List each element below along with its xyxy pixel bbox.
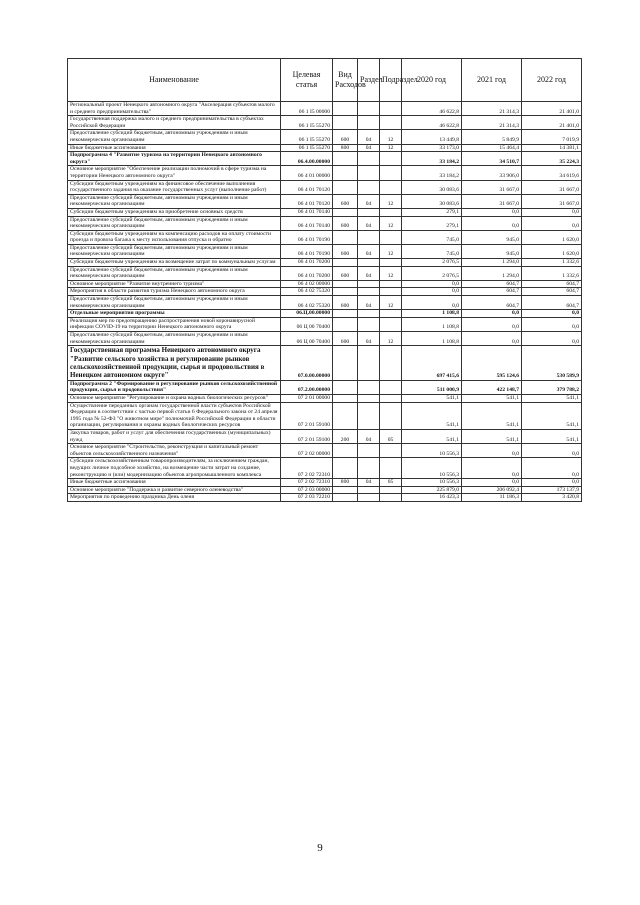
row-expense-type [333, 310, 358, 318]
row-subsection [380, 317, 402, 331]
row-subsection [380, 259, 402, 267]
row-subsection: 12 [380, 244, 402, 258]
row-subsection [380, 208, 402, 216]
row-section: 04 [358, 130, 380, 144]
table-row [68, 180, 582, 194]
table-body [68, 102, 582, 502]
row-target-code: 06 4 01 70140 [281, 208, 333, 216]
table-row [68, 230, 582, 244]
row-name: Предоставление субсидий бюджетным, автономным учреждениям и иным некоммерческим организациям [68, 332, 281, 346]
table-row [68, 152, 582, 166]
row-subsection: 12 [380, 216, 402, 230]
row-amount-2020: 13 449,8 [402, 130, 462, 144]
row-target-code: 07 2 01 59100 [281, 402, 333, 429]
row-section [358, 402, 380, 429]
row-name: Субсидии бюджетным учреждениям на возмещение затрат по коммунальным услугам [68, 259, 281, 267]
table-row [68, 494, 582, 502]
table-row [68, 402, 582, 429]
row-amount-2022: 0,0 [522, 479, 582, 487]
row-amount-2022: 21 401,0 [522, 116, 582, 130]
row-amount-2022: 3 420,8 [522, 494, 582, 502]
row-amount-2020: 1 108,8 [402, 317, 462, 331]
row-section [358, 116, 380, 130]
row-amount-2022: 1 332,6 [522, 259, 582, 267]
row-expense-type [333, 346, 358, 381]
row-amount-2021: 21 314,3 [462, 102, 522, 116]
row-amount-2020: 2 076,5 [402, 266, 462, 280]
row-subsection [380, 180, 402, 194]
table-header-row [68, 59, 582, 102]
row-name: Основное мероприятие "Поддержка и развитие северного оленеводства" [68, 486, 281, 494]
table-row [68, 332, 582, 346]
row-section [358, 180, 380, 194]
row-subsection [380, 458, 402, 479]
table-row [68, 280, 582, 288]
row-name: Предоставление субсидий бюджетным, автономным учреждениям и иным некоммерческим организациям [68, 266, 281, 280]
row-expense-type: 600 [333, 296, 358, 310]
row-subsection [380, 102, 402, 116]
row-amount-2020: 745,0 [402, 230, 462, 244]
row-amount-2022: 35 224,3 [522, 152, 582, 166]
row-subsection [380, 402, 402, 429]
row-target-code: 06.4.00.00000 [281, 152, 333, 166]
row-amount-2022: 34 619,6 [522, 166, 582, 180]
row-amount-2020: 0,0 [402, 280, 462, 288]
row-amount-2020: 30 083,6 [402, 180, 462, 194]
table-row [68, 259, 582, 267]
row-amount-2022: 0,0 [522, 458, 582, 479]
table-row [68, 116, 582, 130]
row-amount-2021: 541,1 [462, 395, 522, 403]
table-row [68, 444, 582, 458]
row-target-code: 07 2 02 00000 [281, 444, 333, 458]
row-section: 04 [358, 244, 380, 258]
row-subsection: 12 [380, 296, 402, 310]
row-target-code: 06 4 01 70200 [281, 266, 333, 280]
row-amount-2020: 0,0 [402, 288, 462, 296]
row-name: Отдельные мероприятия программы [68, 310, 281, 318]
row-expense-type: 600 [333, 266, 358, 280]
row-name: Реализация мер по предотвращению распространения новой коронавирусной инфекции COVID-19 на территории Ненецкого автономного округа [68, 317, 281, 331]
header-type: Вид Расходов [333, 59, 358, 102]
row-target-code: 07.2.00.00000 [281, 380, 333, 394]
row-expense-type [333, 102, 358, 116]
row-amount-2022: 541,1 [522, 429, 582, 443]
table-row [68, 458, 582, 479]
row-expense-type: 600 [333, 194, 358, 208]
row-amount-2022: 0,0 [522, 310, 582, 318]
row-amount-2020: 279,1 [402, 208, 462, 216]
table-row [68, 166, 582, 180]
row-expense-type [333, 152, 358, 166]
row-target-code: 07 2 03 72210 [281, 494, 333, 502]
row-amount-2020: 46 622,8 [402, 116, 462, 130]
table-row [68, 216, 582, 230]
row-name: Субсидии сельскохозяйственным товаропроизводителям, за исключением граждан, ведущих личное подсобное хозяйство, на возмещение части затрат на создание, реконструкцию и (или) модернизацию объектов агропромышленного комплекса [68, 458, 281, 479]
row-amount-2022: 31 667,0 [522, 194, 582, 208]
row-target-code: 06 4 02 00000 [281, 280, 333, 288]
row-target-code: 06 Ц 00 70400 [281, 317, 333, 331]
row-expense-type [333, 458, 358, 479]
row-target-code: 07 2 02 72310 [281, 479, 333, 487]
row-amount-2022: 604,7 [522, 296, 582, 310]
row-target-code: 06 4 02 75320 [281, 296, 333, 310]
row-target-code: 07 2 01 59100 [281, 429, 333, 443]
row-section [358, 166, 380, 180]
row-subsection [380, 280, 402, 288]
row-amount-2021: 1 294,0 [462, 266, 522, 280]
row-section [358, 230, 380, 244]
row-amount-2021: 604,7 [462, 280, 522, 288]
row-amount-2021: 0,0 [462, 444, 522, 458]
row-amount-2022: 21 401,0 [522, 102, 582, 116]
row-subsection [380, 116, 402, 130]
row-section [358, 486, 380, 494]
row-target-code: 06 4 01 70140 [281, 216, 333, 230]
row-amount-2022: 1 620,0 [522, 230, 582, 244]
row-amount-2021: 31 667,0 [462, 180, 522, 194]
row-amount-2020: 10 556,3 [402, 444, 462, 458]
row-target-code: 07 2 03 00000 [281, 486, 333, 494]
row-section: 04 [358, 194, 380, 208]
row-amount-2020: 16 423,3 [402, 494, 462, 502]
row-amount-2022: 0,0 [522, 208, 582, 216]
row-subsection [380, 310, 402, 318]
table-row [68, 479, 582, 487]
row-name: Субсидии бюджетным учреждениям на компенсацию расходов на оплату стоимости проезда и провоза багажа к месту использования отпуска и обратно [68, 230, 281, 244]
table-row [68, 130, 582, 144]
table-row [68, 429, 582, 443]
row-target-code: 07.0.00.00000 [281, 346, 333, 381]
row-name: Основное мероприятие "Обеспечение реализации полномочий в сфере туризма на территории Ненецкого автономного округа" [68, 166, 281, 180]
header-name: Наименование [68, 59, 281, 102]
row-section [358, 444, 380, 458]
row-expense-type: 800 [333, 144, 358, 152]
row-amount-2021: 1 294,0 [462, 259, 522, 267]
row-subsection [380, 230, 402, 244]
row-amount-2021: 31 667,0 [462, 194, 522, 208]
row-amount-2022: 0,0 [522, 444, 582, 458]
row-expense-type: 600 [333, 332, 358, 346]
row-expense-type [333, 402, 358, 429]
row-subsection [380, 395, 402, 403]
row-target-code: 07 2 01 00000 [281, 395, 333, 403]
row-expense-type [333, 317, 358, 331]
row-target-code: 06 1 I5 55270 [281, 116, 333, 130]
row-name: Закупка товаров, работ и услуг для обеспечения государственных (муниципальных) нужд [68, 429, 281, 443]
row-name: Предоставление субсидий бюджетным, автономным учреждениям и иным некоммерческим организациям [68, 130, 281, 144]
row-amount-2022: 1 332,6 [522, 266, 582, 280]
row-amount-2020: 10 556,3 [402, 479, 462, 487]
table-row [68, 208, 582, 216]
row-subsection: 12 [380, 144, 402, 152]
row-subsection [380, 152, 402, 166]
row-amount-2021: 945,0 [462, 230, 522, 244]
row-amount-2020: 33 173,0 [402, 144, 462, 152]
table-row [68, 288, 582, 296]
row-section: 04 [358, 429, 380, 443]
row-target-code: 06 4 01 70190 [281, 230, 333, 244]
table-row [68, 144, 582, 152]
row-amount-2022: 604,7 [522, 280, 582, 288]
row-section: 04 [358, 144, 380, 152]
row-amount-2021: 0,0 [462, 317, 522, 331]
row-subsection: 12 [380, 194, 402, 208]
row-amount-2021: 0,0 [462, 479, 522, 487]
row-amount-2020: 10 556,3 [402, 458, 462, 479]
row-expense-type: 200 [333, 429, 358, 443]
row-section [358, 259, 380, 267]
row-section [358, 310, 380, 318]
row-section [358, 288, 380, 296]
row-amount-2021: 34 510,7 [462, 152, 522, 166]
row-subsection [380, 288, 402, 296]
row-name: Мероприятия в области развития туризма Ненецкого автономного округа [68, 288, 281, 296]
row-expense-type [333, 259, 358, 267]
row-section: 04 [358, 296, 380, 310]
table-row [68, 194, 582, 208]
row-subsection [380, 346, 402, 381]
row-amount-2020: 541,1 [402, 402, 462, 429]
row-amount-2022: 379 788,2 [522, 380, 582, 394]
row-target-code: 07 2 02 72310 [281, 458, 333, 479]
row-name: Основное мероприятие "Регулирование и охрана водных биологических ресурсов" [68, 395, 281, 403]
row-name: Предоставление субсидий бюджетным, автономным учреждениям и иным некоммерческим организациям [68, 194, 281, 208]
row-target-code: 06 1 I5 55270 [281, 130, 333, 144]
row-amount-2020: 279,1 [402, 216, 462, 230]
table-row [68, 380, 582, 394]
table-row [68, 102, 582, 116]
row-target-code: 06 Ц 00 70400 [281, 332, 333, 346]
row-target-code: 06 1 I5 55270 [281, 144, 333, 152]
row-amount-2020: 511 000,9 [402, 380, 462, 394]
row-expense-type [333, 180, 358, 194]
row-section [358, 458, 380, 479]
row-section [358, 380, 380, 394]
row-amount-2022: 7 019,9 [522, 130, 582, 144]
row-expense-type [333, 280, 358, 288]
row-amount-2022: 14 381,1 [522, 144, 582, 152]
row-amount-2022: 604,7 [522, 288, 582, 296]
row-target-code: 06 4 01 70120 [281, 194, 333, 208]
row-expense-type [333, 486, 358, 494]
table-row [68, 486, 582, 494]
row-amount-2021: 5 849,9 [462, 130, 522, 144]
row-name: Осуществление переданных органам государственной власти субъектов Российской Федерации в соответствии с частью первой статьи 6 Федерального закона от 24 апреля 1995 года № 52-ФЗ "О животном мире" полномочий Российской Федерации в области организации, регулирования и охраны водных биологических ресурсов [68, 402, 281, 429]
table-row [68, 346, 582, 381]
row-subsection: 05 [380, 429, 402, 443]
row-amount-2020: 0,0 [402, 296, 462, 310]
header-2020: 2020 год [402, 59, 462, 102]
table-row [68, 266, 582, 280]
row-subsection [380, 444, 402, 458]
row-name: Предоставление субсидий бюджетным, автономным учреждениям и иным некоммерческим организациям [68, 216, 281, 230]
row-section [358, 280, 380, 288]
row-expense-type: 600 [333, 130, 358, 144]
row-section [358, 152, 380, 166]
row-amount-2022: 31 667,0 [522, 180, 582, 194]
row-amount-2021: 604,7 [462, 296, 522, 310]
row-amount-2020: 33 184,2 [402, 166, 462, 180]
row-amount-2022: 0,0 [522, 216, 582, 230]
row-amount-2020: 541,1 [402, 429, 462, 443]
row-amount-2020: 2 076,5 [402, 259, 462, 267]
table-row [68, 244, 582, 258]
header-2022: 2022 год [522, 59, 582, 102]
row-amount-2021: 945,0 [462, 244, 522, 258]
header-2021: 2021 год [462, 59, 522, 102]
row-section [358, 317, 380, 331]
row-amount-2020: 46 622,8 [402, 102, 462, 116]
row-amount-2021: 206 092,4 [462, 486, 522, 494]
row-amount-2021: 541,1 [462, 402, 522, 429]
table-row [68, 296, 582, 310]
header-section: Раздел [358, 59, 380, 102]
row-target-code: 06 4 01 70190 [281, 244, 333, 258]
row-section [358, 346, 380, 381]
row-amount-2020: 541,1 [402, 395, 462, 403]
row-target-code: 06 4 01 70200 [281, 259, 333, 267]
row-section: 04 [358, 216, 380, 230]
row-name: Субсидии бюджетным учреждениям на приобретение основных средств [68, 208, 281, 216]
table-row [68, 317, 582, 331]
header-subsection: Подраздел [380, 59, 402, 102]
row-expense-type [333, 380, 358, 394]
row-name: Основное мероприятие "Строительство, реконструкция и капитальный ремонт объектов сельскохозяйственного назначения" [68, 444, 281, 458]
row-amount-2022: 541,1 [522, 402, 582, 429]
row-amount-2020: 30 083,6 [402, 194, 462, 208]
row-section [358, 208, 380, 216]
row-section [358, 395, 380, 403]
row-name: Основное мероприятие "Развитие внутреннего туризма" [68, 280, 281, 288]
row-amount-2020: 225 879,0 [402, 486, 462, 494]
row-amount-2021: 0,0 [462, 310, 522, 318]
row-section [358, 102, 380, 116]
row-target-code: 06 4 01 70120 [281, 180, 333, 194]
row-amount-2020: 1 108,8 [402, 310, 462, 318]
row-name: Субсидии бюджетным учреждениям на финансовое обеспечение выполнения государственного задания на оказание государственных услуг (выполнение работ) [68, 180, 281, 194]
row-name: Государственная поддержка малого и среднего предпринимательства в субъектах Российской Федерации [68, 116, 281, 130]
row-amount-2022: 173 137,9 [522, 486, 582, 494]
row-expense-type: 600 [333, 244, 358, 258]
row-amount-2021: 15 464,4 [462, 144, 522, 152]
row-amount-2022: 0,0 [522, 332, 582, 346]
row-expense-type [333, 230, 358, 244]
row-name: Подпрограмма 2 "Формирование и регулирование рынков сельскохозяйственной продукции, сырья и продовольствия" [68, 380, 281, 394]
row-amount-2022: 1 620,0 [522, 244, 582, 258]
row-subsection [380, 486, 402, 494]
row-name: Региональный проект Ненецкого автономного округа "Акселерация субъектов малого и среднего предпринимательства" [68, 102, 281, 116]
row-name: Предоставление субсидий бюджетным, автономным учреждениям и иным некоммерческим организациям [68, 296, 281, 310]
row-target-code: 06 1 I5 00000 [281, 102, 333, 116]
row-expense-type [333, 166, 358, 180]
row-expense-type [333, 116, 358, 130]
budget-table [67, 58, 582, 502]
row-expense-type [333, 208, 358, 216]
row-amount-2021: 0,0 [462, 458, 522, 479]
row-expense-type [333, 288, 358, 296]
table-row [68, 310, 582, 318]
row-target-code: 06 4 01 00000 [281, 166, 333, 180]
row-amount-2020: 697 415,6 [402, 346, 462, 381]
row-amount-2021: 21 314,3 [462, 116, 522, 130]
row-name: Мероприятия по проведению праздника День оленя [68, 494, 281, 502]
row-amount-2020: 1 108,8 [402, 332, 462, 346]
row-amount-2021: 604,7 [462, 288, 522, 296]
row-amount-2020: 33 184,2 [402, 152, 462, 166]
row-subsection [380, 380, 402, 394]
row-section: 04 [358, 479, 380, 487]
row-amount-2021: 422 148,7 [462, 380, 522, 394]
row-expense-type: 600 [333, 216, 358, 230]
row-amount-2021: 33 906,0 [462, 166, 522, 180]
table-row [68, 395, 582, 403]
row-name: Подпрограмма 4 "Развитие туризма на территории Ненецкого автономного округа" [68, 152, 281, 166]
row-subsection [380, 494, 402, 502]
row-amount-2021: 0,0 [462, 216, 522, 230]
row-section: 04 [358, 266, 380, 280]
row-amount-2021: 0,0 [462, 332, 522, 346]
row-name: Иные бюджетные ассигнования [68, 144, 281, 152]
row-section [358, 494, 380, 502]
row-amount-2021: 11 186,3 [462, 494, 522, 502]
row-name: Государственная программа Ненецкого автономного округа "Развитие сельского хозяйства и регулирование рынков сельскохозяйственной продукции, сырья и продовольствия в Ненецком автономном округе" [68, 346, 281, 381]
row-subsection: 12 [380, 332, 402, 346]
row-subsection: 12 [380, 266, 402, 280]
row-expense-type [333, 494, 358, 502]
row-subsection: 05 [380, 479, 402, 487]
row-amount-2022: 530 589,9 [522, 346, 582, 381]
row-section: 04 [358, 332, 380, 346]
row-amount-2022: 541,1 [522, 395, 582, 403]
row-amount-2021: 595 124,6 [462, 346, 522, 381]
row-target-code: 06.Ц.00.00000 [281, 310, 333, 318]
row-expense-type: 800 [333, 479, 358, 487]
row-amount-2021: 541,1 [462, 429, 522, 443]
row-amount-2020: 745,0 [402, 244, 462, 258]
header-target: Целевая статья [281, 59, 333, 102]
row-name: Предоставление субсидий бюджетным, автономным учреждениям и иным некоммерческим организациям [68, 244, 281, 258]
page-number: 9 [317, 842, 323, 854]
row-name: Иные бюджетные ассигнования [68, 479, 281, 487]
row-subsection [380, 166, 402, 180]
row-amount-2021: 0,0 [462, 208, 522, 216]
row-target-code: 06 4 02 75320 [281, 288, 333, 296]
row-expense-type [333, 395, 358, 403]
row-amount-2022: 0,0 [522, 317, 582, 331]
row-expense-type [333, 444, 358, 458]
row-subsection: 12 [380, 130, 402, 144]
